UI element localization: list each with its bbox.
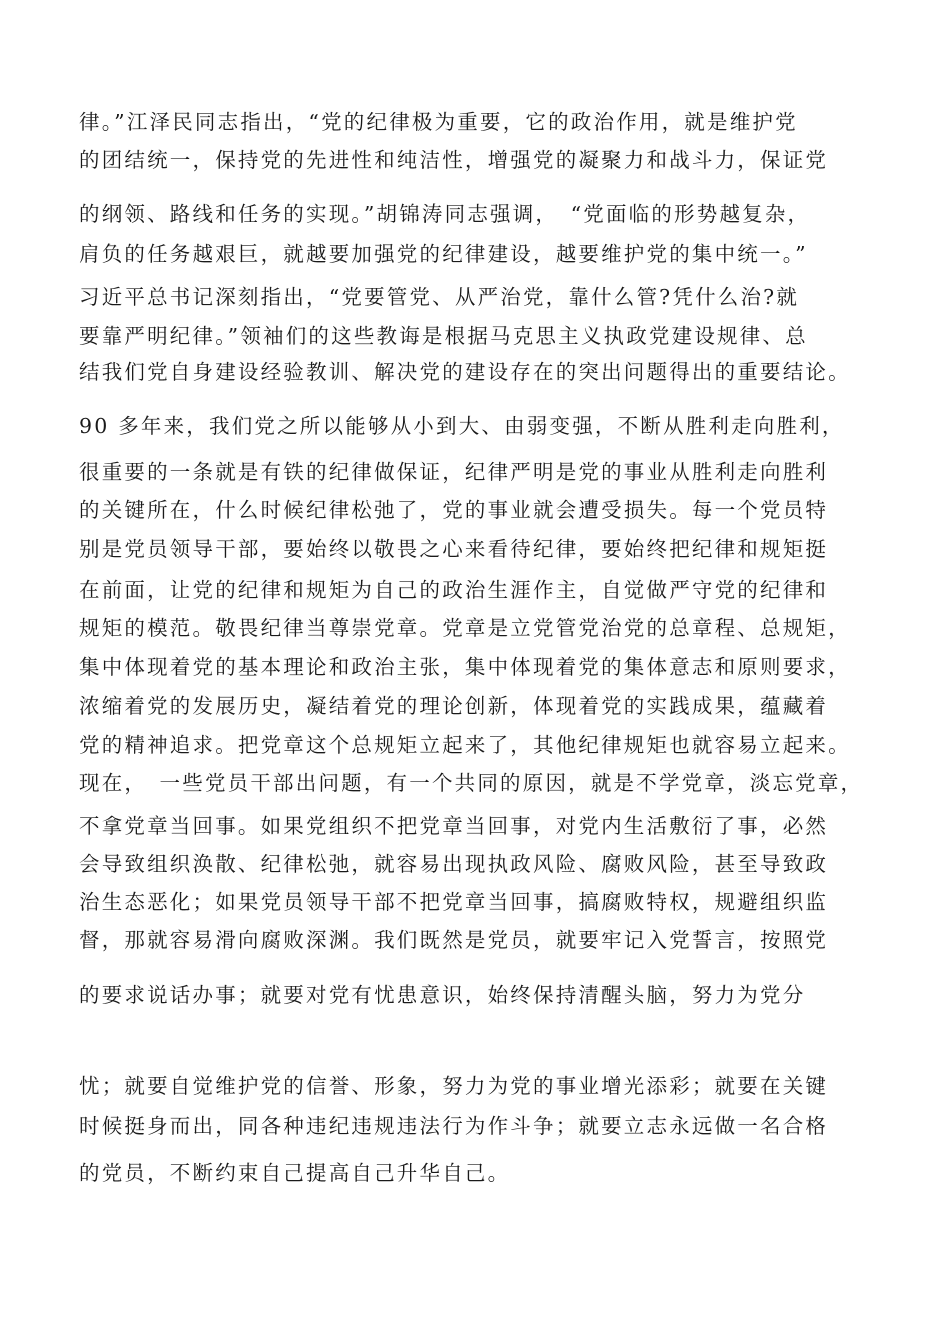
text-line: 治生态恶化；如果党员领导干部不把党章当回事，搞腐败特权，规避组织监 bbox=[79, 890, 829, 914]
text-line: 90 多年来，我们党之所以能够从小到大、由弱变强，不断从胜利走向胜利， bbox=[79, 414, 845, 438]
text-line: 结我们党自身建设经验教训、解决党的建设存在的突出问题得出的重要结论。 bbox=[79, 360, 851, 384]
text-line: 在前面，让党的纪律和规矩为自己的政治生涯作主，自觉做严守党的纪律和 bbox=[79, 578, 829, 602]
text-line: 习近平总书记深刻指出，“党要管党、从严治党，靠什么管?凭什么治?就 bbox=[79, 285, 800, 309]
text-line: 的党员，不断约束自己提高自己升华自己。 bbox=[79, 1161, 511, 1185]
text-line: 律。”江泽民同志指出，“党的纪律极为重要，它的政治作用，就是维护党 bbox=[79, 110, 798, 134]
text-line: 肩负的任务越艰巨，就越要加强党的纪律建设，越要维护党的集中统一。” bbox=[79, 242, 808, 266]
text-line: 的团结统一，保持党的先进性和纯洁性，增强党的凝聚力和战斗力，保证党 bbox=[79, 148, 829, 172]
text-line: 不拿党章当回事。如果党组织不把党章当回事，对党内生活敷衍了事，必然 bbox=[79, 814, 829, 838]
text-line: 别是党员领导干部，要始终以敬畏之心来看待纪律，要始终把纪律和规矩挺 bbox=[79, 537, 829, 561]
text-line: 会导致组织涣散、纪律松弛，就容易出现执政风险、腐败风险，甚至导致政 bbox=[79, 852, 829, 876]
text-line: 很重要的一条就是有铁的纪律做保证，纪律严明是党的事业从胜利走向胜利 bbox=[79, 460, 829, 484]
text-line: 时候挺身而出，同各种违纪违规违法行为作斗争；就要立志永远做一名合格 bbox=[79, 1114, 829, 1138]
text-line: 规矩的模范。敬畏纪律当尊崇党章。党章是立党管党治党的总章程、总规矩， bbox=[79, 616, 851, 640]
text-line: 浓缩着党的发展历史，凝结着党的理论创新，体现着党的实践成果，蕴藏着 bbox=[79, 694, 829, 718]
text-line: 忧；就要自觉维护党的信誉、形象，努力为党的事业增光添彩；就要在关键 bbox=[79, 1074, 829, 1098]
text-line: 的纲领、路线和任务的实现。”胡锦涛同志强调， “党面临的形势越复杂， bbox=[79, 202, 811, 226]
text-line: 集中体现着党的基本理论和政治主张，集中体现着党的集体意志和原则要求， bbox=[79, 655, 851, 679]
text-line: 党的精神追求。把党章这个总规矩立起来了，其他纪律规矩也就容易立起来。 bbox=[79, 733, 851, 757]
text-line: 的关键所在，什么时候纪律松弛了，党的事业就会遭受损失。每一个党员特 bbox=[79, 498, 829, 522]
text-line: 要靠严明纪律。”领袖们的这些教诲是根据马克思主义执政党建设规律、总 bbox=[79, 324, 808, 348]
text-line: 督，那就容易滑向腐败深渊。我们既然是党员，就要牢记入党誓言，按照党 bbox=[79, 928, 829, 952]
text-line: 的要求说话办事；就要对党有忧患意识，始终保持清醒头脑，努力为党分 bbox=[79, 983, 806, 1007]
text-line: 现在， 一些党员干部出问题，有一个共同的原因，就是不学党章，淡忘党章， bbox=[79, 771, 864, 795]
